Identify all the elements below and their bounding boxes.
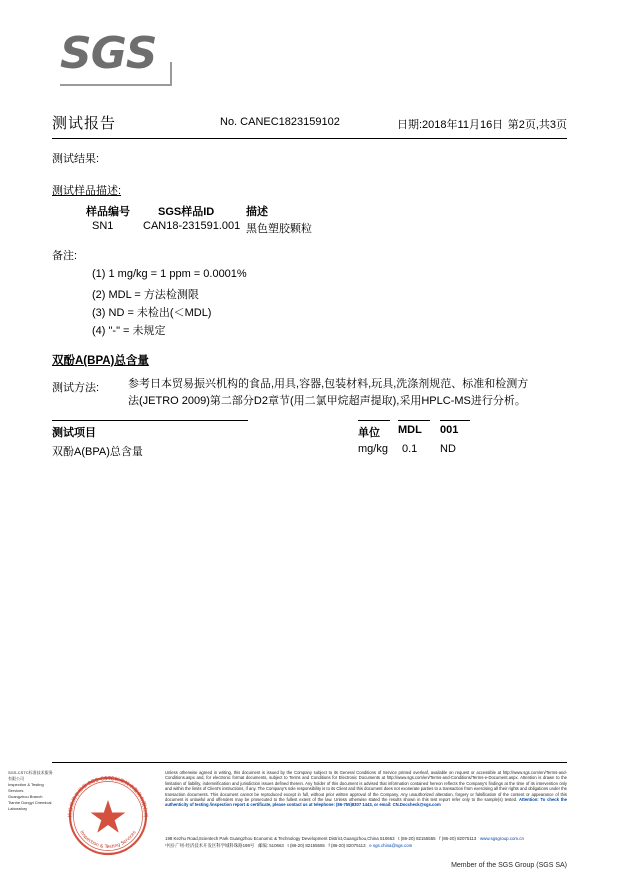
footer-zip-cn: 邮编: 510663 [257, 842, 284, 848]
result-col-header-3: 001 [440, 424, 459, 436]
result-table-rule-unit [358, 420, 390, 421]
svg-text:Inspection & Testing Services: Inspection & Testing Services [78, 830, 138, 851]
result-cell-0-1: mg/kg [358, 443, 388, 455]
stamp-side-text [8, 770, 54, 862]
result-cell-0-3: ND [440, 443, 456, 455]
result-table-rule-001 [440, 420, 470, 421]
method-line-2: 法(JETRO 2009)第二部分D2章节(用二氯甲烷超声提取),采用HPLC-MS进行分析。 [128, 395, 526, 407]
note-item-3: (4) "-" = 未规定 [92, 325, 166, 337]
result-cell-0-2: 0.1 [402, 443, 418, 455]
footer-address-en-row [165, 836, 567, 843]
report-date: 日期:2018年11月16日 [397, 119, 504, 131]
sample-cell-0-2: 黑色塑胶颗粒 [246, 223, 312, 235]
sgs-logo [60, 28, 170, 86]
method-line-1: 参考日本贸易振兴机构的食品,用具,容器,包装材料,玩具,洗涤剂规范、标准和检测方 [128, 378, 529, 390]
sample-col-header-2: 描述 [246, 206, 268, 218]
report-number: No. CANEC1823159102 [220, 116, 340, 128]
page-indicator: 第2页,共3页 [507, 119, 567, 131]
footer-disclaimer [165, 770, 567, 808]
footer-address [165, 836, 567, 849]
footer-attention-email[interactable]: or email: CN.Doccheck@sgs.com [373, 802, 441, 808]
footer-attention-text: To check the authenticity of testing /inspection report & certificate, please contact us at telephone: (86-755)8307 1443, [165, 797, 568, 808]
footer-tel-cn: t (86-20) 82155555 [287, 842, 325, 848]
footer-divider [52, 762, 567, 763]
header-divider [52, 138, 567, 139]
official-seal-stamp [62, 770, 154, 862]
svg-text:检验检测专用章 SGS-CSTC标准技术服务有限公司: 检验检测专用章 SGS-CSTC标准技术服务有限公司 [67, 775, 149, 818]
stamp-side-line: SGS-CSTC标准技术服务有限公司 [8, 770, 53, 781]
footer-fax-en: f (86-20) 82075113 [439, 836, 477, 841]
sample-col-header-1: SGS样品ID [158, 206, 215, 218]
footer-attention-label: Attention: [518, 797, 539, 803]
result-table-rule-mdl [398, 420, 430, 421]
section-title: 双酚A(BPA)总含量 [52, 355, 149, 367]
result-table-rule-left [52, 420, 248, 421]
sample-cell-0-0: SN1 [92, 220, 114, 232]
note-item-2: (3) ND = 未检出(＜MDL) [92, 307, 212, 319]
note-item-1: (2) MDL = 方法检测限 [92, 289, 199, 301]
footer-email-cn[interactable]: e sgs.china@sgs.com [369, 842, 413, 848]
footer-web[interactable]: www.sgsgroup.com.cn [480, 836, 524, 841]
footer-member-line: Member of the SGS Group (SGS SA) [451, 862, 567, 869]
method-label: 测试方法: [52, 382, 100, 394]
footer-address-cn: 中国·广州·经济技术开发区科学城科珠路198号 [165, 842, 255, 848]
sgs-logo-rule [60, 84, 170, 86]
page-title: 测试报告 [52, 115, 117, 132]
footer-tel-en: t (86-20) 82155555 [398, 836, 436, 841]
footer-fax-cn: f (86-20) 82075113 [328, 842, 366, 848]
report-header [52, 112, 567, 136]
footer-address-en: 198 Kezhu Road,Scientech Park Guangzhou Economic & Technology Development District,Guangzhou,China 510663 [165, 836, 395, 841]
footer-disclaimer-text: Unless otherwise agreed in writing, this document is issued by the Company subject to its General Conditions of Service printed overleaf, available on request or accessible at http://www.sgs.com/en/Terms-and-Conditions.aspx and, for electronic format documents, subject to Terms and Conditions for Electronic Documents at http://www.sgs.com/en/Terms-and-Conditions/Terms-e-Document.aspx. Attention is drawn to the limitation of liability, indemnification and jurisdiction issues defined therein. Any holder of this document is advised that information contained hereon reflects the Company's findings at the time of its intervention only and within the limits of Client's instructions, if any. The Company's sole responsibility is to its Client and this document does not exonerate parties to a transaction from exercising all their rights and obligations under the transaction documents. This document cannot be reproduced except in full, without prior written approval of the Company. Any unauthorized alteration, forgery or falsification of the content or appearance of this document is unlawful and offenders may be prosecuted to the fullest extent of the law. Unless otherwise stated the results shown in this test report refer only to the sample(s) tested. [165, 770, 567, 803]
sgs-logo-tick [170, 62, 172, 86]
sample-cell-0-1: CAN18-231591.001 [143, 220, 241, 232]
note-item-0: (1) 1 mg/kg = 1 ppm = 0.0001% [92, 268, 247, 280]
sample-description-label: 测试样品描述: [52, 185, 122, 197]
result-col-header-0: 测试项目 [52, 427, 96, 439]
footer-address-cn-row [165, 843, 567, 850]
sample-col-header-0: 样品编号 [86, 206, 130, 218]
sgs-logo-text: SGS [60, 28, 157, 79]
stamp-side-line-3: Guangzhou Branch Tianhe Dongyi Chemical Laboratory [8, 794, 52, 811]
notes-label: 备注: [52, 250, 78, 262]
results-label: 测试结果: [52, 153, 100, 165]
result-cell-0-0: 双酚A(BPA)总含量 [52, 446, 143, 458]
stamp-side-line-2: Inspection & Testing Services [8, 782, 44, 793]
result-col-header-2: MDL [398, 424, 422, 436]
result-col-header-1: 单位 [358, 427, 380, 439]
